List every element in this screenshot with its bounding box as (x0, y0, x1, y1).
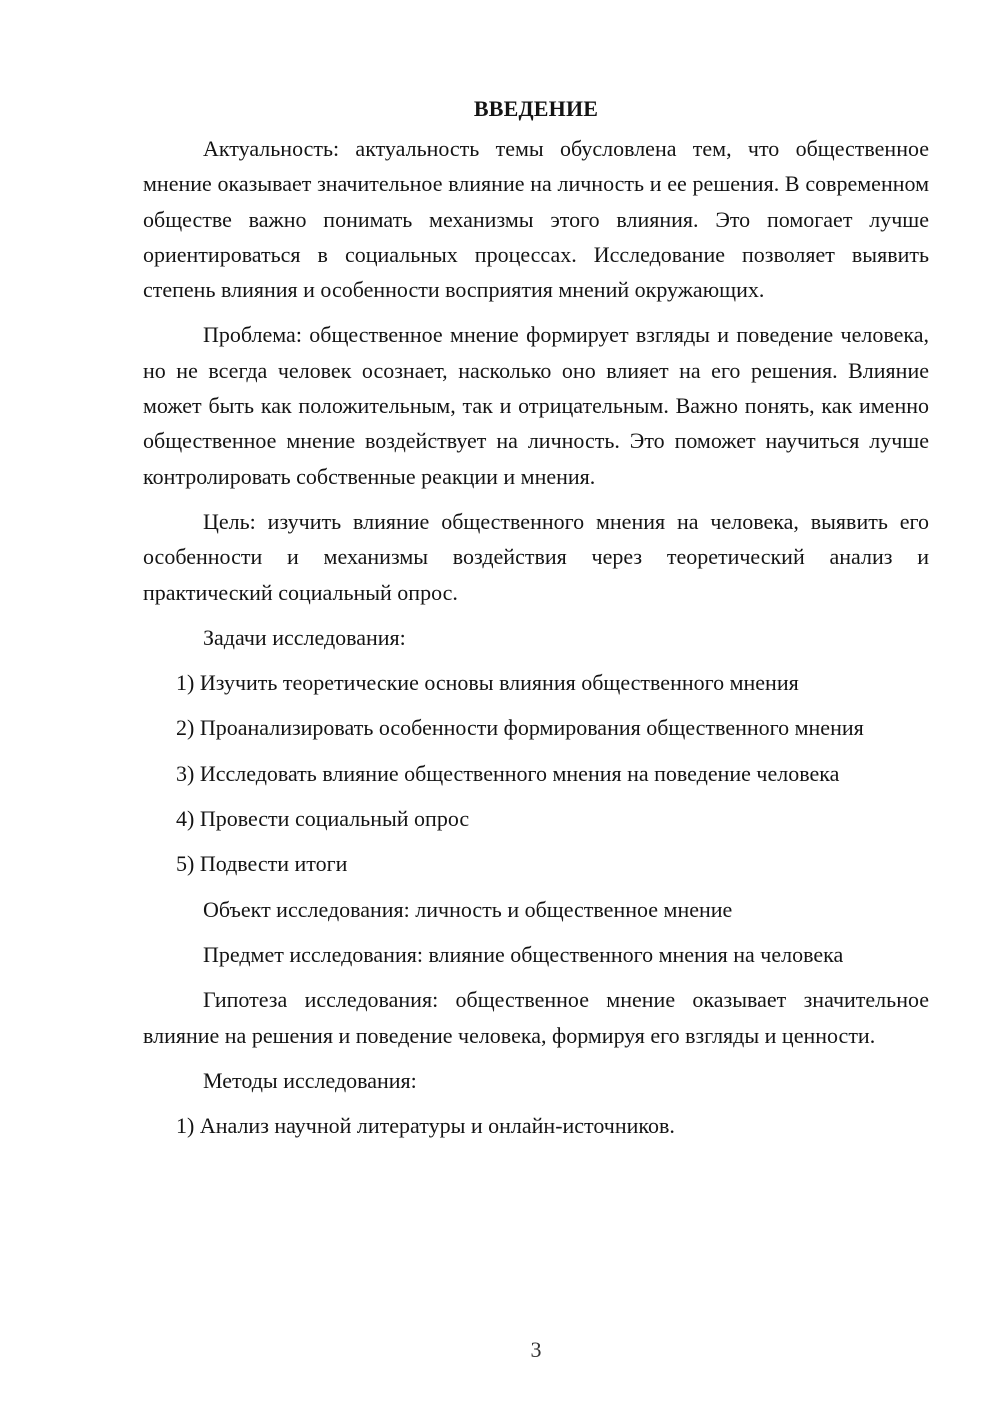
problem-paragraph: Проблема: общественное мнение формирует взгляды и поведение человека, но не всегда человек осознает, насколько оно влияет на его решения. Влияние может быть как положительным, так и отрицательным. Важно понять, как именно общественное мнение воздействует на личность. Это поможет научиться лучше контролировать собственные реакции и мнения. (143, 322, 929, 489)
tasks-heading: Задачи исследования: (203, 624, 406, 650)
task-item: 2) Проанализировать особенности формирования общественного мнения (176, 715, 864, 741)
task-item: 1) Изучить теоретические основы влияния общественного мнения (176, 670, 799, 696)
document-page (143, 92, 929, 1143)
method-item: 1) Анализ научной литературы и онлайн-источников. (176, 1113, 675, 1139)
research-object: Объект исследования: личность и общественное мнение (203, 896, 733, 922)
research-subject: Предмет исследования: влияние общественного мнения на человека (203, 941, 844, 967)
section-title: ВВЕДЕНИЕ (473, 96, 599, 121)
research-hypothesis: Гипотеза исследования: общественное мнение оказывает значительное влияние на решения и поведение человека, формируя его взгляды и ценности. (143, 987, 929, 1048)
goal-paragraph: Цель: изучить влияние общественного мнения на человека, выявить его особенности и механизмы воздействия через теоретический анализ и практический социальный опрос. (143, 508, 929, 605)
relevance-paragraph: Актуальность: актуальность темы обусловлена тем, что общественное мнение оказывает значительное влияние на личность и ее решения. В современном обществе важно понимать механизмы этого влияния. Это помогает лучше ориентироваться в социальных процессах. Исследование позволяет выявить степень влияния и особенности восприятия мнений окружающих. (143, 136, 929, 303)
page-number: 3 (530, 1337, 542, 1362)
task-item: 5) Подвести итоги (176, 851, 348, 877)
methods-heading: Методы исследования: (203, 1067, 417, 1093)
task-item: 4) Провести социальный опрос (176, 806, 470, 832)
task-item: 3) Исследовать влияние общественного мнения на поведение человека (176, 760, 840, 786)
